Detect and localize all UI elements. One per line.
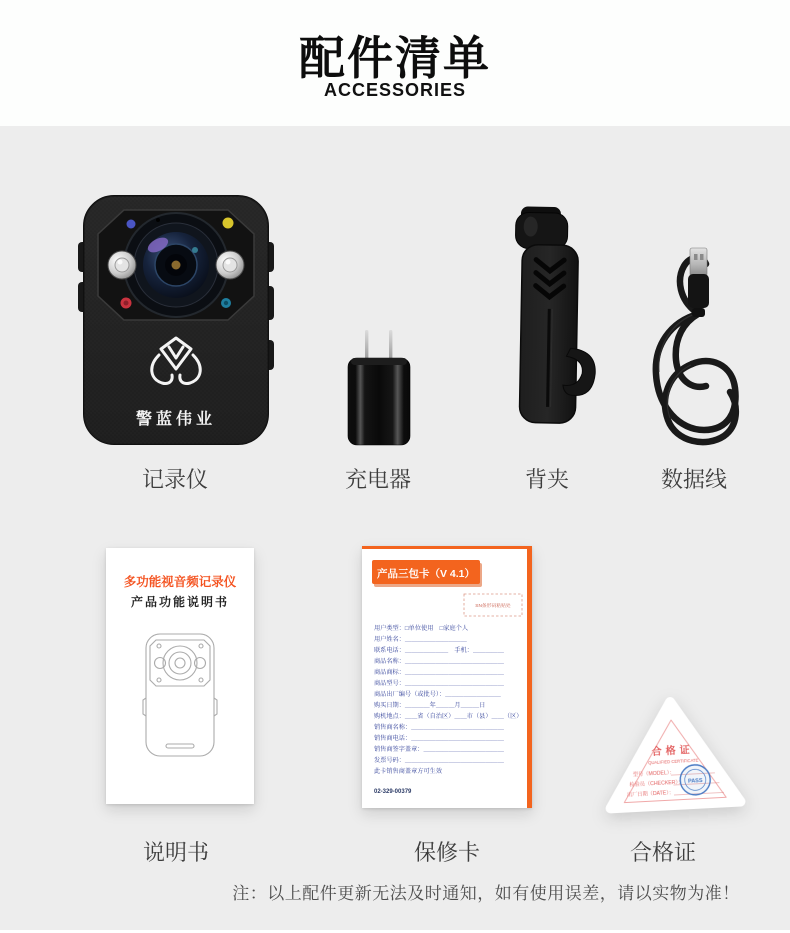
form-row: 发票号码：＿＿＿＿＿＿＿＿＿＿＿＿＿＿＿＿: [374, 757, 504, 764]
disclaimer-note: 注：以上配件更新无法及时通知，如有使用误差，请以实物为准！: [232, 884, 740, 903]
form-row: 此卡销售商盖章方可生效: [374, 768, 443, 775]
back-clip-illustration: [505, 205, 605, 450]
sn-sticker-text: SN条形码粘贴处: [475, 604, 511, 609]
recorder-label: 记录仪: [141, 467, 208, 492]
form-row: 用户姓名：＿＿＿＿＿＿＿＿＿＿: [374, 636, 467, 643]
warranty-photo: [362, 546, 532, 808]
warranty-footer-code: 02-329-00379: [374, 789, 412, 795]
charger-body: [348, 358, 410, 445]
form-row: 商品名称：＿＿＿＿＿＿＿＿＿＿＿＿＿＿＿＿: [374, 658, 504, 665]
qc-stamp-icon: [679, 764, 711, 796]
page-title: 配件清单: [299, 32, 491, 84]
infrared-led-right: [216, 251, 244, 279]
stamp-text: PASS: [687, 777, 703, 785]
certificate-subtitle: QUALIFIED CERTIFICATE: [647, 757, 699, 766]
clip-groove: [548, 309, 550, 407]
manual-cover-title: 多功能视音频记录仪: [123, 575, 237, 589]
form-row: 商品出厂编号（或批号）：＿＿＿＿＿＿＿＿＿: [374, 691, 501, 698]
charger-photo: [345, 328, 413, 448]
clip-label: 背夹: [524, 467, 569, 492]
form-row: 商品商标：＿＿＿＿＿＿＿＿＿＿＿＿＿＿＿＿: [374, 669, 504, 676]
camera-lens: [124, 213, 228, 317]
clip-rotating-head: [515, 206, 568, 249]
form-row: 用户类型：□单位使用 □家庭个人: [374, 625, 469, 632]
clip-photo: [505, 205, 605, 450]
infrared-led-left: [108, 251, 136, 279]
warranty-edge-right: [527, 546, 532, 808]
cable-photo: [640, 222, 750, 457]
form-row: 销售商签字盖章：＿＿＿＿＿＿＿＿＿＿＿＿＿: [374, 746, 504, 753]
usb-connector: [688, 248, 709, 317]
cert-field: 型号（MODEL）：: [632, 769, 675, 779]
page-header: [0, 0, 790, 126]
charger-prongs: [365, 330, 392, 361]
charger-label: 充电器: [344, 467, 411, 492]
recorder-brand-text: 警蓝伟业: [135, 411, 217, 428]
certificate-title: 合格证: [651, 744, 694, 759]
warranty-card-face: [362, 546, 532, 808]
cert-field: 检验员（CHECKER）：: [629, 779, 684, 789]
form-row: 购机地点：＿＿省（自治区）＿＿市（县）＿＿（区）: [374, 713, 523, 720]
form-row: 销售商名称：＿＿＿＿＿＿＿＿＿＿＿＿＿＿＿: [374, 724, 504, 731]
certificate-photo: [595, 688, 752, 826]
manual-photo: [106, 548, 254, 804]
charger-illustration: [345, 328, 413, 448]
page-subtitle: ACCESSORIES: [323, 80, 467, 100]
cert-field: 出厂日期（DATE）：: [626, 789, 675, 799]
charger-top-face: [351, 358, 407, 365]
form-row: 商品型号：＿＿＿＿＿＿＿＿＿＿＿＿＿＿＿＿: [374, 680, 504, 687]
warranty-label: 保修卡: [413, 840, 480, 865]
certificate-label: 合格证: [629, 840, 696, 865]
body-camera-illustration: [78, 190, 274, 450]
certificate-triangle: [595, 688, 752, 826]
form-row: 销售商电话：＿＿＿＿＿＿＿＿＿＿＿＿＿＿＿: [374, 735, 504, 742]
manual-label: 说明书: [142, 840, 209, 865]
usb-cable-illustration: [640, 222, 750, 457]
warranty-banner-text: 产品三包卡（V 4.1）: [376, 568, 476, 580]
manual-cover-subtitle: 产品功能说明书: [130, 595, 230, 609]
warranty-edge-top: [362, 546, 532, 549]
form-row: 联系电话：＿＿＿＿＿＿＿ 手机：＿＿＿＿＿: [374, 647, 504, 654]
form-row: 购买日期：＿＿＿＿年＿＿＿月＿＿＿日: [374, 702, 486, 709]
manual-cover: [106, 548, 254, 804]
recorder-photo: [78, 190, 274, 450]
cable-label: 数据线: [660, 467, 727, 492]
